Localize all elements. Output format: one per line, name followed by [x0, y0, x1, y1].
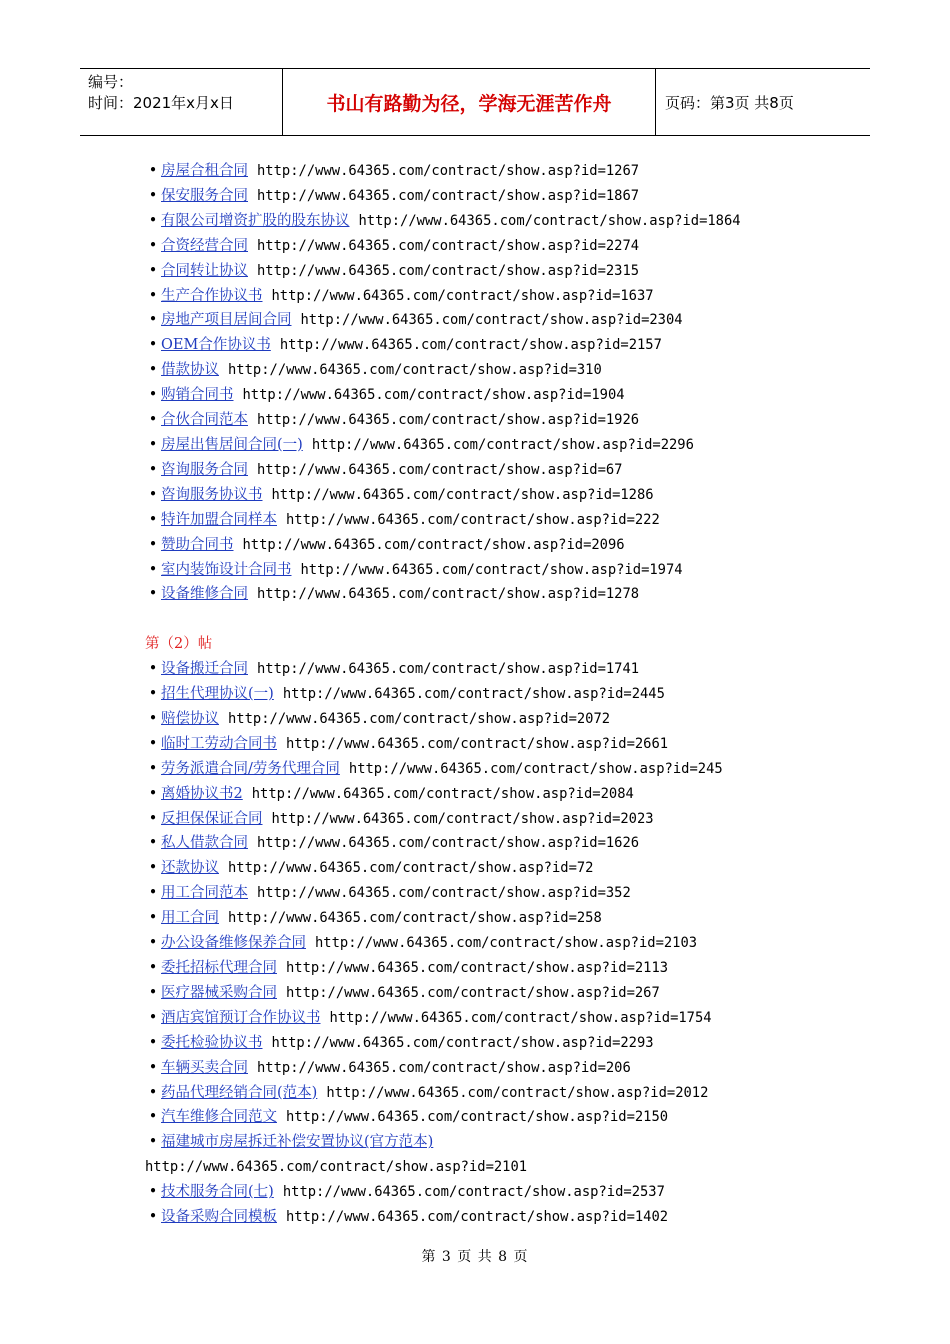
bullet-icon: •	[148, 686, 158, 703]
header-motto: 书山有路勤为径，学海无涯苦作舟	[283, 69, 656, 135]
list-item	[145, 308, 865, 333]
contract-url: http://www.64365.com/contract/show.asp?id=2101	[145, 1159, 528, 1176]
contract-url: http://www.64365.com/contract/show.asp?id=2103	[315, 935, 698, 952]
list-item	[145, 1130, 865, 1155]
section-2-title: 第（2）帖	[145, 636, 213, 653]
bullet-icon: •	[148, 959, 158, 976]
time-label: 时间：2021年x月x日	[88, 94, 234, 112]
contract-link[interactable]: 购销合同书	[161, 387, 234, 404]
contract-link[interactable]: 技术服务合同(七)	[161, 1184, 274, 1201]
contract-link[interactable]: 生产合作协议书	[161, 287, 263, 304]
list-item	[145, 582, 865, 607]
list-item	[145, 209, 865, 234]
contract-url: http://www.64365.com/contract/show.asp?id=1278	[257, 586, 640, 603]
contract-link[interactable]: 私人借款合同	[161, 835, 248, 852]
bullet-icon: •	[148, 1059, 158, 1076]
contract-link[interactable]: 保安服务合同	[161, 187, 248, 204]
list-item	[145, 931, 865, 956]
contract-link[interactable]: 咨询服务合同	[161, 461, 248, 478]
contract-url: http://www.64365.com/contract/show.asp?id=2274	[257, 237, 640, 254]
list-item	[145, 558, 865, 583]
list-item	[145, 1081, 865, 1106]
contract-url: http://www.64365.com/contract/show.asp?id=2072	[228, 710, 611, 727]
contract-url: http://www.64365.com/contract/show.asp?id=1741	[257, 661, 640, 678]
contract-link[interactable]: 房地产项目居间合同	[161, 312, 292, 329]
list-item	[145, 333, 865, 358]
bullet-icon: •	[148, 387, 158, 404]
contract-url: http://www.64365.com/contract/show.asp?id=1267	[257, 163, 640, 179]
contract-url: http://www.64365.com/contract/show.asp?id=245	[348, 760, 723, 777]
list-item	[145, 1006, 865, 1031]
bullet-icon: •	[148, 910, 158, 927]
header-page-number: 页码：第3页 共8页	[665, 93, 794, 112]
contract-url: http://www.64365.com/contract/show.asp?id=2150	[286, 1109, 669, 1126]
contract-link[interactable]: 医疗器械采购合同	[161, 984, 277, 1001]
contract-link[interactable]: 离婚协议书2	[161, 785, 243, 802]
list-item	[145, 707, 865, 732]
bullet-icon: •	[148, 885, 158, 902]
contract-link[interactable]: 福建城市房屋拆迁补偿安置协议(官方范本)	[161, 1134, 434, 1151]
list-item	[145, 981, 865, 1006]
bullet-icon: •	[148, 860, 158, 877]
contract-link[interactable]: 用工合同范本	[161, 885, 248, 902]
list-item	[145, 881, 865, 906]
bullet-icon: •	[148, 785, 158, 802]
bullet-icon: •	[148, 810, 158, 827]
contract-url: http://www.64365.com/contract/show.asp?id=1626	[257, 835, 640, 852]
contract-link[interactable]: 设备采购合同模板	[161, 1209, 277, 1226]
contract-url: http://www.64365.com/contract/show.asp?id=352	[257, 885, 631, 902]
bullet-icon: •	[148, 262, 158, 279]
bullet-icon: •	[148, 412, 158, 429]
bullet-icon: •	[148, 984, 158, 1001]
contract-url: http://www.64365.com/contract/show.asp?id=1864	[358, 212, 741, 229]
list-item	[145, 1031, 865, 1056]
list-item	[145, 782, 865, 807]
list-item	[145, 757, 865, 782]
contract-link[interactable]: 有限公司增资扩股的股东协议	[161, 212, 350, 229]
contract-link[interactable]: 委托检验协议书	[161, 1034, 263, 1051]
contract-link[interactable]: 药品代理经销合同(范本)	[161, 1084, 318, 1101]
contract-link[interactable]: 车辆买卖合同	[161, 1059, 248, 1076]
list-item	[145, 234, 865, 259]
contract-link[interactable]: 特许加盟合同样本	[161, 511, 277, 528]
contract-url: http://www.64365.com/contract/show.asp?id=2096	[242, 536, 625, 553]
contract-url: http://www.64365.com/contract/show.asp?id=1904	[242, 387, 625, 404]
serial-number-label: 编号：	[88, 73, 134, 91]
list-item	[145, 508, 865, 533]
bullet-icon: •	[148, 1034, 158, 1051]
contract-url: http://www.64365.com/contract/show.asp?id=1754	[329, 1009, 712, 1026]
contract-url: http://www.64365.com/contract/show.asp?id=206	[257, 1059, 631, 1076]
bullet-icon: •	[148, 1184, 158, 1201]
list-item	[145, 433, 865, 458]
bullet-icon: •	[148, 1084, 158, 1101]
contract-link[interactable]: 还款协议	[161, 860, 219, 877]
contract-link[interactable]: 合资经营合同	[161, 237, 248, 254]
contract-link[interactable]: OEM合作协议书	[161, 337, 271, 354]
contract-link[interactable]: 赔偿协议	[161, 710, 219, 727]
contract-link[interactable]: 房屋合租合同	[161, 163, 248, 179]
contract-link[interactable]: 委托招标代理合同	[161, 959, 277, 976]
page-footer: 第 3 页 共 8 页	[421, 1249, 529, 1265]
contract-url: http://www.64365.com/contract/show.asp?id=2293	[271, 1034, 654, 1051]
contract-link[interactable]: 劳务派遣合同/劳务代理合同	[161, 760, 340, 777]
contract-link[interactable]: 合伙合同范本	[161, 412, 248, 429]
contract-url: http://www.64365.com/contract/show.asp?id=2315	[257, 262, 640, 279]
bullet-icon: •	[148, 436, 158, 453]
contract-link[interactable]: 临时工劳动合同书	[161, 735, 277, 752]
bullet-icon: •	[148, 835, 158, 852]
bullet-icon: •	[148, 760, 158, 777]
bullet-icon: •	[148, 337, 158, 354]
bullet-icon: •	[148, 287, 158, 304]
contract-url: http://www.64365.com/contract/show.asp?id=1974	[300, 561, 683, 578]
contract-list-2	[145, 657, 865, 1230]
list-item	[145, 1205, 865, 1230]
contract-link[interactable]: 设备维修合同	[161, 586, 248, 603]
bullet-icon: •	[148, 1009, 158, 1026]
contract-url: http://www.64365.com/contract/show.asp?id=2023	[271, 810, 654, 827]
bullet-icon: •	[148, 710, 158, 727]
bullet-icon: •	[148, 1209, 158, 1226]
bullet-icon: •	[148, 586, 158, 603]
contract-url: http://www.64365.com/contract/show.asp?id=258	[228, 910, 602, 927]
contract-url: http://www.64365.com/contract/show.asp?id=72	[228, 860, 594, 877]
contract-link[interactable]: 招生代理协议(一)	[161, 686, 274, 703]
bullet-icon: •	[148, 511, 158, 528]
list-item	[145, 831, 865, 856]
contract-url: http://www.64365.com/contract/show.asp?id=2537	[282, 1184, 665, 1201]
contract-url: http://www.64365.com/contract/show.asp?id=1402	[286, 1209, 669, 1226]
contract-link[interactable]: 合同转让协议	[161, 262, 248, 279]
contract-url: http://www.64365.com/contract/show.asp?id=310	[228, 362, 602, 379]
list-item	[145, 682, 865, 707]
contract-url: http://www.64365.com/contract/show.asp?id=267	[286, 984, 660, 1001]
contract-url: http://www.64365.com/contract/show.asp?id=2157	[279, 337, 662, 354]
list-item	[145, 657, 865, 682]
list-item	[145, 483, 865, 508]
bullet-icon: •	[148, 1134, 158, 1151]
bullet-icon: •	[148, 561, 158, 578]
bullet-icon: •	[148, 486, 158, 503]
bullet-icon: •	[148, 735, 158, 752]
bullet-icon: •	[148, 935, 158, 952]
bullet-icon: •	[148, 212, 158, 229]
list-item	[145, 1056, 865, 1081]
contract-link[interactable]: 赞助合同书	[161, 536, 234, 553]
contract-url: http://www.64365.com/contract/show.asp?id=2445	[282, 686, 665, 703]
list-item	[145, 284, 865, 309]
contract-link[interactable]: 设备搬迁合同	[161, 661, 248, 678]
list-item	[145, 956, 865, 981]
contract-url: http://www.64365.com/contract/show.asp?id=222	[286, 511, 660, 528]
list-item	[145, 383, 865, 408]
section-gap	[145, 607, 865, 632]
contract-url: http://www.64365.com/contract/show.asp?id=2012	[326, 1084, 709, 1101]
contract-url: http://www.64365.com/contract/show.asp?id=67	[257, 461, 623, 478]
list-item	[145, 358, 865, 383]
list-item	[145, 906, 865, 931]
contract-link[interactable]: 汽车维修合同范文	[161, 1109, 277, 1126]
header-meta	[80, 69, 283, 135]
contract-link[interactable]: 借款协议	[161, 362, 219, 379]
list-item	[145, 807, 865, 832]
list-item	[145, 259, 865, 284]
contract-url: http://www.64365.com/contract/show.asp?id=2084	[251, 785, 634, 802]
contract-link[interactable]: 办公设备维修保养合同	[161, 935, 306, 952]
bullet-icon: •	[148, 1109, 158, 1126]
contract-url: http://www.64365.com/contract/show.asp?id=1286	[271, 486, 654, 503]
list-item	[145, 408, 865, 433]
bullet-icon: •	[148, 312, 158, 329]
bullet-icon: •	[148, 237, 158, 254]
list-item	[145, 533, 865, 558]
contract-link[interactable]: 咨询服务协议书	[161, 486, 263, 503]
list-item	[145, 184, 865, 209]
list-item	[145, 159, 865, 184]
contract-url: http://www.64365.com/contract/show.asp?id=1926	[257, 412, 640, 429]
contract-url: http://www.64365.com/contract/show.asp?id=1637	[271, 287, 654, 304]
contract-url: http://www.64365.com/contract/show.asp?id=1867	[257, 187, 640, 204]
list-item	[145, 856, 865, 881]
contract-link[interactable]: 用工合同	[161, 910, 219, 927]
contract-list-1	[145, 159, 865, 607]
list-item	[145, 732, 865, 757]
bullet-icon: •	[148, 187, 158, 204]
list-item	[145, 458, 865, 483]
list-item	[145, 1105, 865, 1130]
contract-link[interactable]: 酒店宾馆预订合作协议书	[161, 1009, 321, 1026]
contract-url: http://www.64365.com/contract/show.asp?id=2661	[286, 735, 669, 752]
list-item	[145, 1180, 865, 1205]
bullet-icon: •	[148, 362, 158, 379]
page-header	[80, 68, 870, 136]
contract-url: http://www.64365.com/contract/show.asp?id=2296	[311, 436, 694, 453]
contract-link[interactable]: 反担保保证合同	[161, 810, 263, 827]
bullet-icon: •	[148, 536, 158, 553]
bullet-icon: •	[148, 661, 158, 678]
contract-link[interactable]: 室内装饰设计合同书	[161, 561, 292, 578]
contract-url: http://www.64365.com/contract/show.asp?id=2113	[286, 959, 669, 976]
contract-link[interactable]: 房屋出售居间合同(一)	[161, 436, 303, 453]
bullet-icon: •	[148, 461, 158, 478]
contract-url: http://www.64365.com/contract/show.asp?id=2304	[300, 312, 683, 329]
document-body	[145, 159, 865, 1230]
bullet-icon: •	[148, 163, 158, 179]
